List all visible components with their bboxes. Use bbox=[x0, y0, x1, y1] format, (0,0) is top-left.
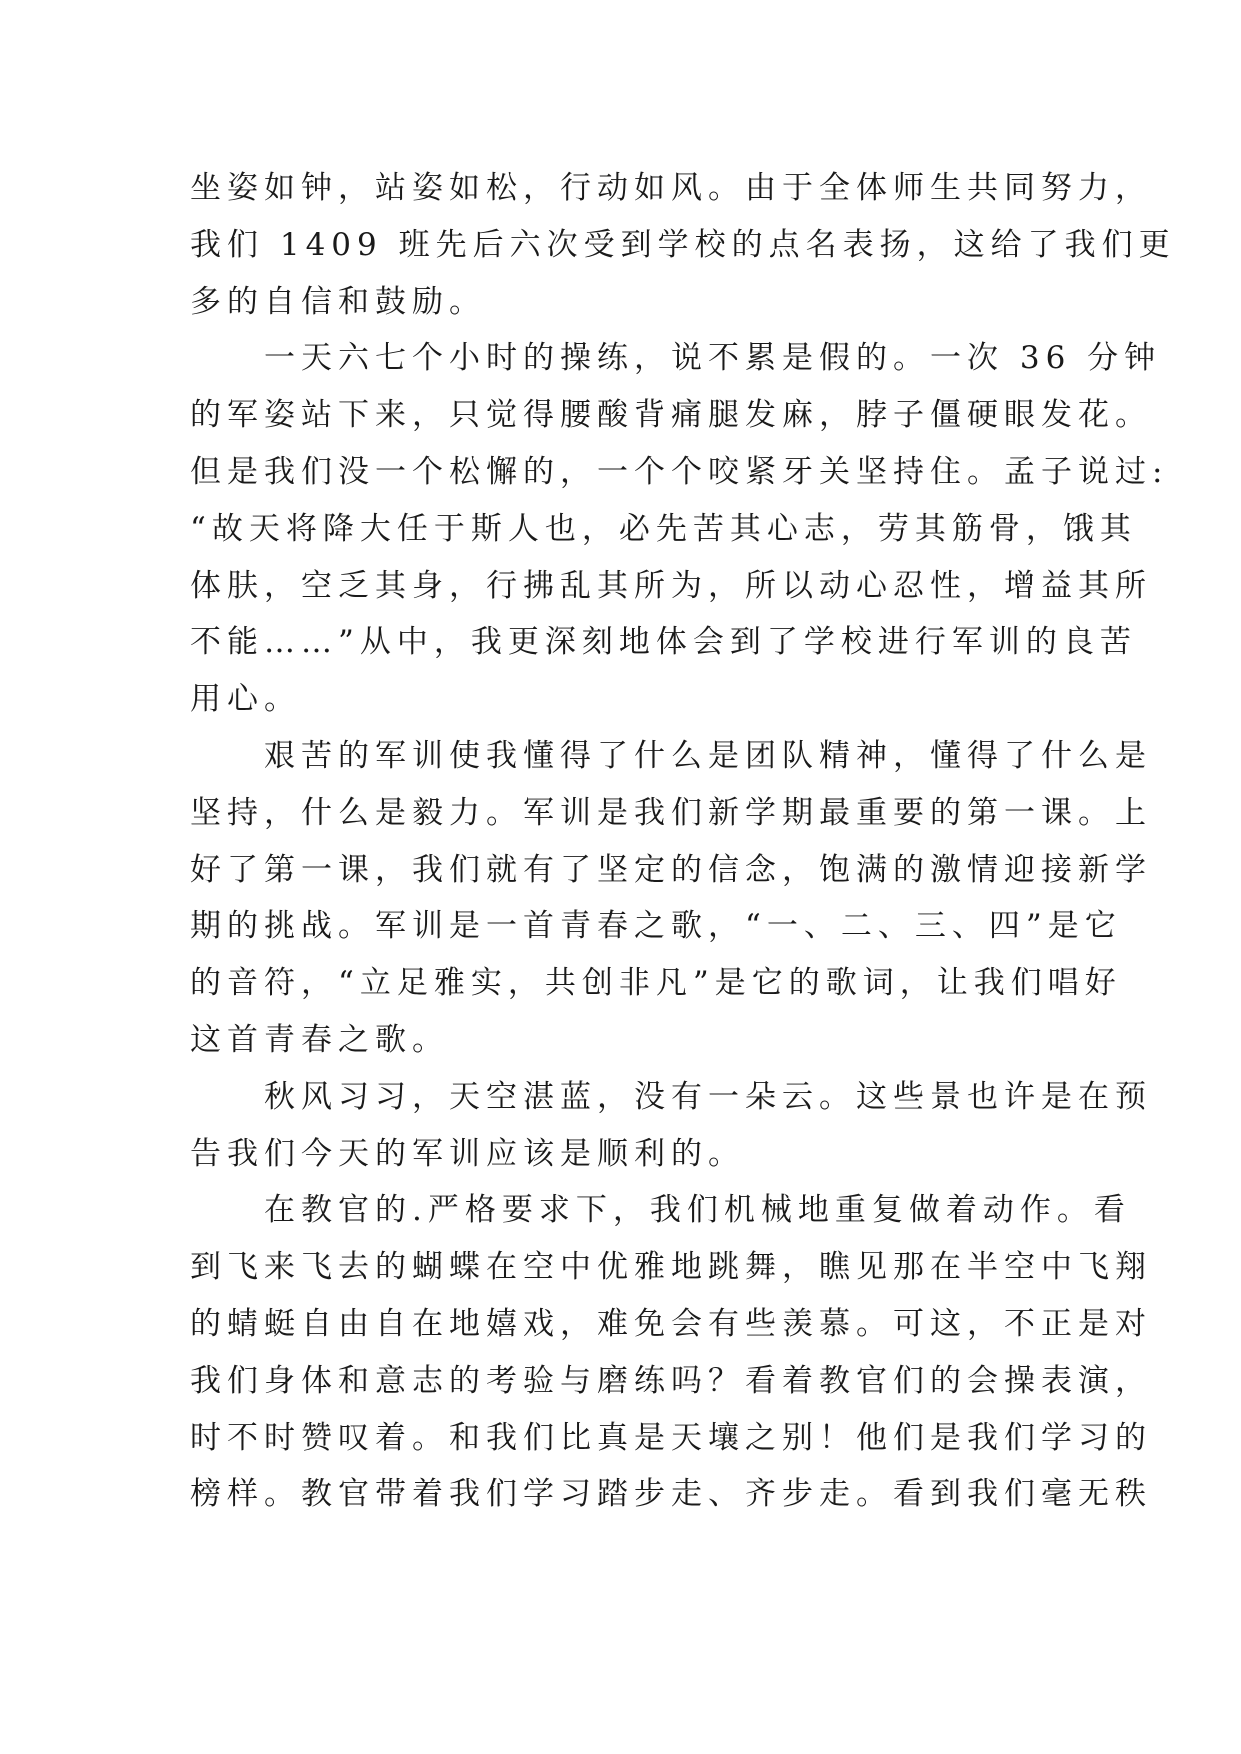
text-line: 时不时赞叹着。和我们比真是天壤之别！他们是我们学习的 bbox=[190, 1419, 1152, 1456]
text-line: 体肤，空乏其身，行拂乱其所为，所以动心忍性，增益其所 bbox=[190, 567, 1152, 604]
text-line: 的蜻蜓自由自在地嬉戏，难免会有些羡慕。可这，不正是对 bbox=[190, 1305, 1152, 1342]
text-line: 我们 1409 班先后六次受到学校的点名表扬，这给了我们更 bbox=[190, 226, 1176, 263]
text-line: 多的自信和鼓励。 bbox=[190, 283, 486, 320]
text-line: 一天六七个小时的操练，说不累是假的。一次 36 分钟 bbox=[190, 340, 1162, 377]
text-line: 好了第一课，我们就有了坚定的信念，饱满的激情迎接新学 bbox=[190, 851, 1152, 888]
text-line: 到飞来飞去的蝴蝶在空中优雅地跳舞，瞧见那在半空中飞翔 bbox=[190, 1249, 1152, 1286]
text-line: 坐姿如钟，站姿如松，行动如风。由于全体师生共同努力， bbox=[190, 170, 1152, 206]
text-line: 艰苦的军训使我懂得了什么是团队精神，懂得了什么是 bbox=[190, 737, 1152, 774]
text-line: 不能……”从中，我更深刻地体会到了学校进行军训的良苦 bbox=[190, 624, 1137, 661]
text-line: 这首青春之歌。 bbox=[190, 1021, 449, 1058]
text-line: 但是我们没一个松懈的，一个个咬紧牙关坚持住。孟子说过: bbox=[190, 453, 1169, 490]
text-line: 坚持，什么是毅力。军训是我们新学期最重要的第一课。上 bbox=[190, 794, 1152, 831]
text-line: “故天将降大任于斯人也，必先苦其心志，劳其筋骨，饿其 bbox=[190, 510, 1137, 547]
text-line: 的军姿站下来，只觉得腰酸背痛腿发麻，脖子僵硬眼发花。 bbox=[190, 397, 1152, 434]
body-text bbox=[190, 160, 1176, 1523]
text-line: 在教官的.严格要求下，我们机械地重复做着动作。看 bbox=[190, 1192, 1131, 1229]
text-line: 的音符，“立足雅实，共创非凡”是它的歌词，让我们唱好 bbox=[190, 965, 1122, 1002]
text-line: 我们身体和意志的考验与磨练吗？看着教官们的会操表演， bbox=[190, 1362, 1152, 1399]
text-line: 期的挑战。军训是一首青春之歌，“一、二、三、四”是它 bbox=[190, 908, 1122, 945]
text-line: 榜样。教官带着我们学习踏步走、齐步走。看到我们毫无秩 bbox=[190, 1476, 1152, 1513]
text-line: 用心。 bbox=[190, 681, 301, 718]
text-line: 告我们今天的军训应该是顺利的。 bbox=[190, 1135, 745, 1172]
text-line: 秋风习习，天空湛蓝，没有一朵云。这些景也许是在预 bbox=[190, 1078, 1152, 1115]
